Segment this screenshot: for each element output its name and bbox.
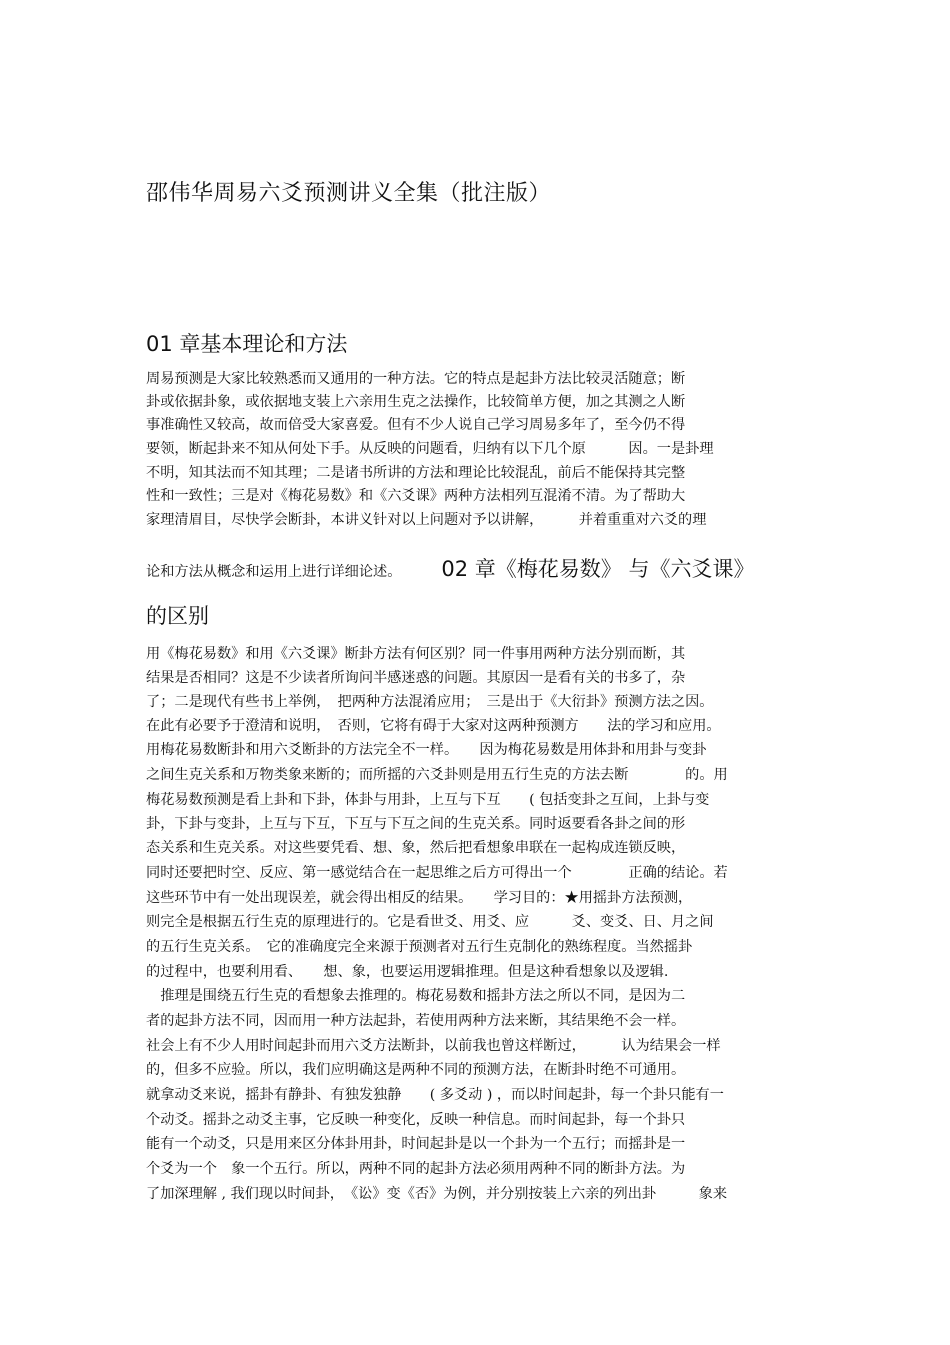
paragraph-2-line: 用《梅花易数》和用《六爻课》断卦方法有何区别？同一件事用两种方法分别而断，其 — [146, 646, 686, 662]
paragraph-2-line: 之间生克关系和万物类象来断的；而所摇的六爻卦则是用五行生克的方法去断 的。用 — [146, 767, 728, 783]
paragraph-2-line: 推理是围绕五行生克的看想象去推理的。梅花易数和摇卦方法之所以不同，是因为二 — [146, 988, 686, 1004]
paragraph-2-line: 这些环节中有一处出现误差，就会得出相反的结果。 学习目的：★用摇卦方法预测， — [146, 890, 693, 906]
paragraph-2-line: 者的起卦方法不同，因而用一种方法起卦，若使用两种方法来断，其结果绝不会一样。 — [146, 1013, 686, 1029]
paragraph-1-last-text: 论和方法从概念和运用上进行详细论述。 — [146, 564, 402, 580]
paragraph-1-line: 要领，断起卦来不知从何处下手。从反映的问题看，归纳有以下几个原 因。一是卦理 — [146, 441, 714, 457]
paragraph-2-line: 了；二是现代有些书上举例， 把两种方法混淆应用； 三是出于《大衍卦》预测方法之因。 — [146, 694, 714, 710]
paragraph-2-line: 的五行生克关系。 它的准确度完全来源于预测者对五行生克制化的熟练程度。当然摇卦 — [146, 939, 693, 955]
paragraph-1-line: 不明，知其法而不知其理；二是诸书所讲的方法和理论比较混乱，前后不能保持其完整 — [146, 465, 686, 481]
paragraph-2-line: 用梅花易数断卦和用六爻断卦的方法完全不一样。 因为梅花易数是用体卦和用卦与变卦 — [146, 742, 707, 758]
chapter-2-heading: 02 章《梅花易数》 与《六爻课》 — [441, 557, 755, 581]
paragraph-2-line: 则完全是根据五行生克的原理进行的。它是看世爻、用爻、应 爻、变爻、日、月之间 — [146, 914, 714, 930]
paragraph-2-line: 在此有必要予于澄清和说明， 否则，它将有碍于大家对这两种预测方 法的学习和应用。 — [146, 718, 721, 734]
paragraph-2-line: 梅花易数预测是看上卦和下卦，体卦与用卦，上互与下互 ( 包括变卦之互间，上卦与变 — [146, 792, 710, 808]
paragraph-2-line: 就拿动爻来说，摇卦有静卦、有独发独静 ( 多爻动 ) ，而以时间起卦，每一个卦只能有一 — [146, 1087, 724, 1103]
paragraph-1-line: 周易预测是大家比较熟悉而又通用的一种方法。它的特点是起卦方法比较灵活随意；断 — [146, 371, 686, 387]
paragraph-2-line: 的过程中，也要利用看、 想、象，也要运用逻辑推理。但是这种看想象以及逻辑. — [146, 964, 669, 980]
paragraph-2-line: 态关系和生克关系。对这些要凭看、想、象，然后把看想象串联在一起构成连锁反映， — [146, 840, 686, 856]
paragraph-1-line: 家理清眉目，尽快学会断卦，本讲义针对以上问题对予以讲解， 并着重重对六爻的理 — [146, 512, 707, 528]
chapter-1-heading: 01 章基本理论和方法 — [146, 332, 348, 356]
paragraph-1-line: 卦或依据卦象，或依据地支装上六亲用生克之法操作，比较简单方便，加之其测之人断 — [146, 394, 686, 410]
paragraph-1-last-line — [146, 557, 755, 581]
paragraph-2-line: 能有一个动爻，只是用来区分体卦用卦，时间起卦是以一个卦为一个五行；而摇卦是一 — [146, 1136, 686, 1152]
paragraph-2-line: 结果是否相同？这是不少读者所询问半感迷惑的问题。其原因一是看有关的书多了，杂 — [146, 670, 686, 686]
paragraph-2-line: 社会上有不少人用时间起卦而用六爻方法断卦，以前我也曾这样断过， 认为结果会一样 — [146, 1038, 721, 1054]
document-title: 邵伟华周易六爻预测讲义全集（批注版） — [146, 181, 552, 206]
paragraph-1-line: 性和一致性；三是对《梅花易数》和《六爻课》两种方法相列互混淆不清。为了帮助大 — [146, 488, 686, 504]
paragraph-2-line: 了加深理解 , 我们现以时间卦， 《讼》变《否》为例，并分别按装上六亲的列出卦 象来 — [146, 1186, 728, 1202]
paragraph-2-line: 同时还要把时空、反应、第一感觉结合在一起思维之后方可得出一个 正确的结论。若 — [146, 865, 728, 881]
paragraph-2-line: 的，但多不应验。所以，我们应明确这是两种不同的预测方法，在断卦时绝不可通用。 — [146, 1062, 686, 1078]
paragraph-1-line: 事准确性又较高，故而倍受大家喜爱。但有不少人说自己学习周易多年了，至今仍不得 — [146, 417, 686, 433]
chapter-2-heading-continued: 的区别 — [146, 604, 209, 628]
paragraph-2-line: 个爻为一个 象一个五行。所以，两种不同的起卦方法必须用两种不同的断卦方法。为 — [146, 1161, 686, 1177]
paragraph-2-line: 卦，下卦与变卦，上互与下互，下互与下互之间的生克关系。同时返要看各卦之间的形 — [146, 816, 686, 832]
paragraph-2-line: 个动爻。摇卦之动爻主事，它反映一种变化，反映一种信息。而时间起卦，每一个卦只 — [146, 1112, 686, 1128]
